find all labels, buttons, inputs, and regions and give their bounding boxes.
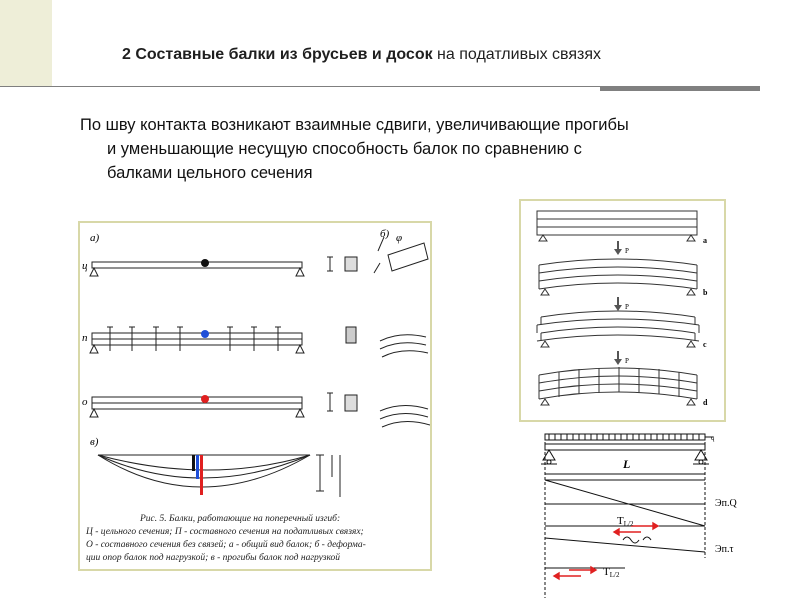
slide-title xyxy=(122,46,601,64)
header-accent-bar xyxy=(600,86,760,91)
body-line-3: балками цельного сечения xyxy=(107,164,313,182)
deflection-curve-2 xyxy=(98,455,310,478)
beam-stack-c xyxy=(537,311,699,341)
row-label-p: п xyxy=(82,332,88,344)
fig1-label-b: б) xyxy=(380,228,390,240)
row-label-c: ц xyxy=(82,260,88,272)
deflection-bar-bolted xyxy=(196,455,199,479)
beam-stack-b xyxy=(539,259,697,289)
figure-beams-bending xyxy=(78,221,432,571)
beam-bolted xyxy=(92,333,302,339)
load-label-1: P xyxy=(625,247,629,255)
tau-label-1: TL/2 xyxy=(617,515,634,528)
load-arrow-1 xyxy=(614,241,622,255)
stack-label-d: d xyxy=(703,398,708,407)
fig1-caption-4: ции опор балок под нагрузкой; в - прогибы балок под нагрузкой xyxy=(86,553,341,563)
phi-label: φ xyxy=(396,232,403,244)
deflection-curve-1 xyxy=(98,455,310,487)
simple-beam xyxy=(545,444,705,450)
figure-beams-svg xyxy=(80,223,430,569)
fig1-caption-1: Рис. 5. Балки, работающие на поперечный изгиб: xyxy=(140,514,341,524)
span-label: L xyxy=(623,457,631,471)
beam-stack-d xyxy=(539,368,697,399)
load-marker-solid xyxy=(201,259,209,267)
beam-stack-a xyxy=(537,211,697,235)
stack-label-b: b xyxy=(703,288,708,297)
stack-label-a: a xyxy=(703,236,707,245)
figure-shear-diagrams xyxy=(535,428,765,598)
shear-tau-line xyxy=(545,526,705,552)
body-paragraph xyxy=(80,113,760,185)
load-marker-layered xyxy=(201,395,209,403)
title-bold: 2 Составные балки из брусьев и досок xyxy=(122,46,433,63)
tau-label-2: TL/2 xyxy=(603,566,620,579)
beam-supports-row1 xyxy=(90,268,304,276)
beam-solid xyxy=(92,262,302,268)
load-marker-bolted xyxy=(201,330,209,338)
figure-layer-slip xyxy=(519,199,726,422)
load-q-label: q xyxy=(711,434,715,442)
fig1-caption-2: Ц - цельного сечения; П - составного сечения на податливых связях; xyxy=(86,527,364,537)
ep-tau-label: Эп.τ xyxy=(715,544,734,555)
fig1-label-a: а) xyxy=(90,232,100,244)
beam-layered xyxy=(92,397,302,403)
deflection-bar-solid xyxy=(192,455,195,471)
row-label-o: о xyxy=(82,396,88,408)
load-label-3: P xyxy=(625,357,629,365)
body-line-2: и уменьшающие несущую способность балок по сравнению с xyxy=(107,140,582,158)
body-line-1: По шву контакта возникают взаимные сдвиги, увеличивающие прогибы xyxy=(80,116,629,134)
ep-q-label: Эп.Q xyxy=(715,498,737,509)
figure-layer-slip-svg xyxy=(521,201,724,420)
load-label-2: P xyxy=(625,303,629,311)
deflection-bar-layered xyxy=(200,455,203,495)
figure-shear-svg xyxy=(535,428,765,598)
load-arrow-3 xyxy=(614,351,622,365)
load-arrow-2 xyxy=(614,297,622,311)
corner-accent-block xyxy=(0,0,52,86)
title-regular: на податливых связях xyxy=(432,46,602,63)
stack-label-c: c xyxy=(703,340,707,349)
fig1-caption-3: О - составного сечения без связей; а - общий вид балок; б - деформа- xyxy=(86,540,366,550)
fig1-label-v: в) xyxy=(90,436,99,448)
deflection-curve-3 xyxy=(98,455,310,470)
